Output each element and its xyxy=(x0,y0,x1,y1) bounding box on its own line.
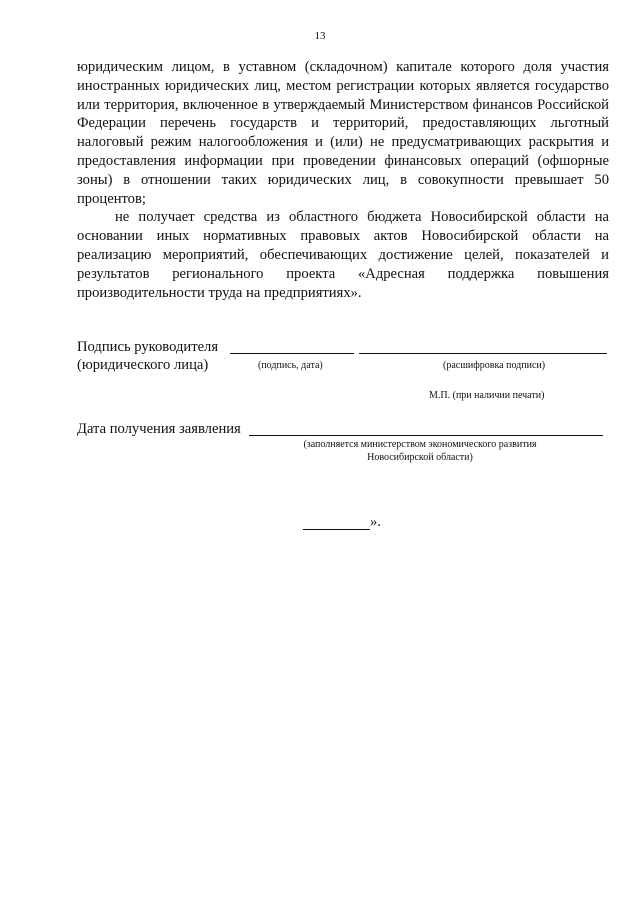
signature-label-line-1: Подпись руководителя xyxy=(77,339,219,355)
receipt-caption-line-2: Новосибирской области) xyxy=(367,452,473,463)
signature-decoding-line xyxy=(359,353,607,354)
signature-decoding-caption: (расшифровка подписи) xyxy=(443,360,546,371)
document-body xyxy=(77,58,609,302)
closing-line xyxy=(303,529,370,530)
signature-label-line-2: (юридического лица) xyxy=(77,357,209,373)
receipt-caption xyxy=(280,438,560,464)
receipt-date-label: Дата получения заявления xyxy=(77,421,241,437)
paragraph-budget-funds: не получает средства из областного бюджета Новосибирской области на основании иных нормативных правовых актов Новосибирской области на реализацию мероприятий, обеспечивающих достижение целей, показателей и результатов регионального проекта «Адресная поддержка повышения производительности труда на предприятиях». xyxy=(77,209,609,301)
receipt-date-line xyxy=(249,435,603,436)
signature-line xyxy=(230,353,354,354)
receipt-caption-line-1: (заполняется министерством экономического развития xyxy=(303,439,537,450)
page-number: 13 xyxy=(314,30,326,42)
paragraph-offshore: юридическим лицом, в уставном (складочном) капитале которого доля участия иностранных юридических лиц, местом регистрации которых является государство или территория, включенное в утверждаемый Министерством финансов Российской Федерации перечень государств и территорий, предоставляющих льготный налоговый режим налогообложения и (или) не предусматривающих раскрытия и предоставления информации при проведении финансовых операций (офшорные зоны) в отношении таких юридических лиц, в совокупности превышает 50 процентов; xyxy=(77,59,609,207)
closing-quote: ». xyxy=(370,514,381,530)
signature-caption: (подпись, дата) xyxy=(258,360,323,371)
stamp-note: М.П. (при наличии печати) xyxy=(429,390,545,401)
